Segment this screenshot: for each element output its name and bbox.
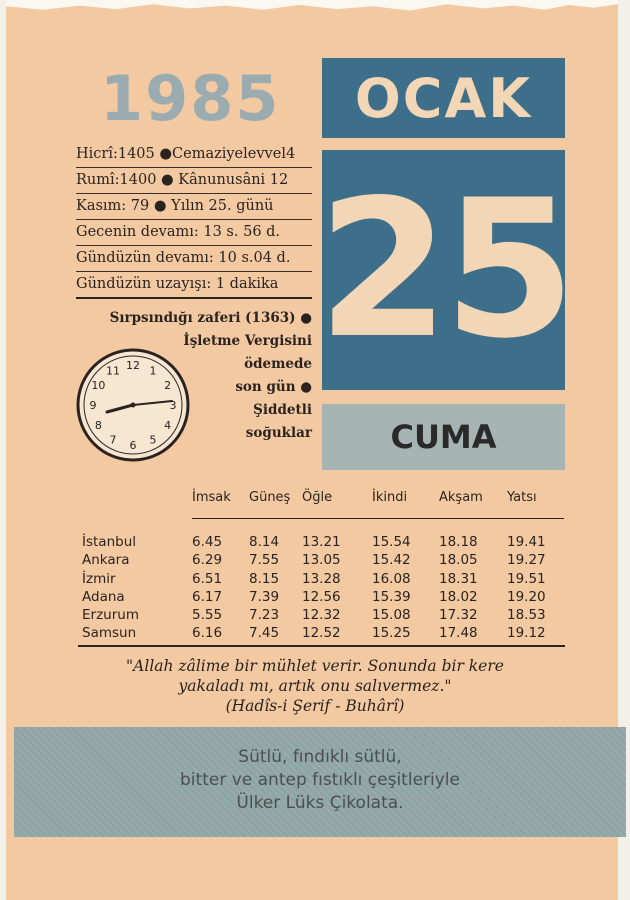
prayer-time-cell: 12.52 [302, 625, 341, 642]
advertisement-band [14, 727, 626, 837]
clock-numeral: 4 [164, 419, 172, 432]
prayer-time-cell: 13.05 [302, 552, 341, 569]
prayer-time-cell: 18.02 [439, 588, 478, 605]
prayer-row [82, 533, 564, 551]
prayer-time-cell: 7.39 [249, 588, 280, 605]
rumi-date: Rumî:1400 ● Kânunusâni 12 [76, 168, 312, 194]
prayer-time-cell: 13.28 [302, 570, 341, 587]
month-label: OCAK [354, 66, 533, 130]
header-imsak: İmsak [192, 490, 231, 505]
prayer-time-cell: 17.32 [439, 607, 478, 624]
kasim-day: Kasım: 79 ● Yılın 25. günü [76, 194, 312, 220]
weekday-label: CUMA [390, 418, 497, 456]
prayer-time-cell: 18.05 [439, 552, 478, 569]
clock-numeral: 5 [149, 433, 157, 447]
prayer-time-cell: 16.08 [372, 570, 411, 587]
note-line: İşletme Vergisini [183, 333, 312, 349]
clock-numeral: 8 [94, 419, 102, 432]
prayer-row [82, 606, 564, 624]
prayer-time-cell: 19.27 [507, 552, 546, 569]
city-name: Erzurum [82, 607, 139, 624]
prayer-header-row [82, 490, 564, 518]
clock-numeral: 3 [169, 399, 177, 412]
day-number: 25 [317, 159, 570, 380]
prayer-time-cell: 7.45 [249, 625, 280, 642]
prayer-time-cell: 7.55 [249, 552, 280, 569]
prayer-time-cell: 12.56 [302, 588, 341, 605]
header-gunes: Güneş [249, 490, 291, 505]
prayer-time-cell: 19.51 [507, 570, 546, 587]
prayer-time-cell: 17.48 [439, 625, 478, 642]
prayer-time-cell: 6.16 [192, 625, 223, 642]
prayer-time-cell: 8.14 [249, 534, 280, 550]
table-bottom-rule [78, 645, 565, 647]
quote-line-2: yakaladı mı, artık onu salıvermez." [178, 677, 452, 695]
weekday-box [322, 404, 565, 470]
month-box [322, 58, 565, 138]
day-box [317, 150, 570, 390]
prayer-time-cell: 18.31 [439, 570, 478, 587]
prayer-time-cell: 8.15 [249, 570, 280, 587]
note-line: son gün ● [235, 379, 312, 395]
prayer-row [82, 551, 564, 569]
clock-numeral: 12 [126, 359, 140, 372]
clock-numeral: 11 [106, 364, 120, 378]
header-ogle: Öğle [302, 490, 333, 505]
hadith-quote [70, 656, 560, 716]
city-name: Ankara [82, 552, 130, 569]
clock-numeral: 1 [149, 364, 157, 378]
city-name: Adana [82, 588, 125, 605]
hijri-date: Hicrî:1405 ●Cemaziyelevvel4 [76, 142, 312, 168]
prayer-time-cell: 18.18 [439, 534, 478, 550]
header-aksam: Akşam [439, 490, 483, 505]
clock-numeral: 6 [129, 439, 137, 452]
prayer-time-cell: 19.20 [507, 588, 546, 605]
city-name: Samsun [82, 625, 137, 642]
prayer-time-cell: 15.54 [372, 534, 411, 550]
prayer-time-cell: 6.17 [192, 588, 223, 605]
prayer-time-cell: 6.29 [192, 552, 223, 569]
header-yatsi: Yatsı [507, 490, 537, 505]
prayer-time-cell: 15.39 [372, 588, 411, 605]
prayer-row [82, 588, 564, 606]
prayer-time-cell: 15.08 [372, 607, 411, 624]
city-name: İzmir [82, 570, 116, 587]
prayer-time-cell: 18.53 [507, 607, 546, 624]
city-name: İstanbul [82, 534, 137, 550]
quote-source: (Hadîs-i Şerif - Buhârî) [225, 697, 405, 715]
note-line: ödemede [244, 356, 312, 372]
analog-clock-icon [74, 346, 192, 464]
year-label: 1985 [100, 62, 281, 135]
note-line: Şiddetli [253, 402, 312, 418]
prayer-times-table [82, 490, 564, 643]
note-line: Sırpsındığı zaferi (1363) ● [109, 310, 312, 326]
night-length: Gecenin devamı: 13 s. 56 d. [76, 220, 312, 246]
quote-line-1: "Allah zâlime bir mühlet verir. Sonunda bir kere [126, 657, 504, 675]
prayer-time-cell: 5.55 [192, 607, 223, 624]
prayer-row [82, 624, 564, 642]
ad-line-3: Ülker Lüks Çikolata. [236, 793, 404, 813]
prayer-time-cell: 7.23 [249, 607, 280, 624]
clock-numeral: 10 [91, 379, 106, 392]
note-line: soğuklar [245, 425, 312, 441]
prayer-time-cell: 19.41 [507, 534, 546, 550]
prayer-time-cell: 19.12 [507, 625, 546, 642]
prayer-row [82, 570, 564, 588]
prayer-time-cell: 6.45 [192, 534, 223, 550]
day-length: Gündüzün devamı: 10 s.04 d. [76, 246, 312, 272]
clock-numeral: 9 [89, 399, 97, 412]
header-rule [192, 518, 564, 519]
ad-line-1: Sütlü, fındıklı sütlü, [238, 747, 402, 767]
prayer-time-cell: 15.25 [372, 625, 411, 642]
prayer-time-cell: 6.51 [192, 570, 223, 587]
day-increase: Gündüzün uzayışı: 1 dakika [76, 272, 312, 299]
prayer-time-cell: 15.42 [372, 552, 411, 569]
prayer-time-cell: 12.32 [302, 607, 341, 624]
date-info-block [76, 142, 312, 299]
clock-numeral: 7 [109, 433, 117, 447]
clock-numeral: 2 [164, 379, 172, 392]
prayer-time-cell: 13.21 [302, 534, 341, 550]
header-ikindi: İkindi [372, 490, 408, 505]
ad-line-2: bitter ve antep fıstıklı çeşitleriyle [180, 770, 460, 790]
